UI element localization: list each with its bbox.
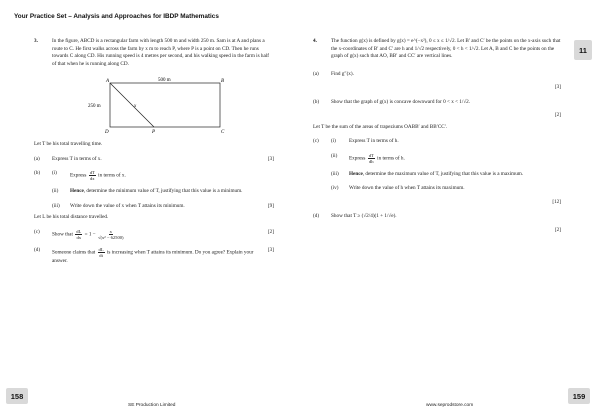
marks-d: [2] (554, 227, 561, 233)
footer-website: www.seprodstore.com (426, 403, 474, 408)
marks-a: [3] (267, 155, 274, 162)
let-L-statement: Let L be his total distance travelled. (34, 214, 109, 221)
label-C: C (221, 130, 225, 136)
marks-b: [2] (554, 112, 561, 119)
marks-a: [3] (554, 84, 561, 91)
part-d: (d) Show that T ≥ (√2/4)(1 + 1/√e). (313, 213, 397, 220)
marks-c: [2] (267, 228, 274, 235)
question-3 (34, 38, 274, 266)
part-d: (d) Someone claims that $\frac{dL}{dt}$ is increasing when T attains its minimum. Do you agree? Explain your answer. [3] (34, 246, 274, 265)
part-c-i: (c) (i) Express T in terms of h. (313, 138, 399, 145)
page-number-left: 158 (6, 388, 28, 404)
footer-publisher: SE Production Limited (128, 403, 176, 408)
part-b-ii: (ii) Hence, determine the minimum value of T, justifying that this value is a minimum. (52, 188, 243, 195)
marks-b: [9] (267, 202, 274, 209)
label-B: B (221, 79, 225, 85)
part-b-i: (b) (i) Express $\frac{dT}{dx}$ in terms of x. (34, 170, 126, 182)
marks-d: [3] (267, 246, 274, 253)
label-D: D (105, 130, 109, 136)
label-width: 250 m (88, 104, 101, 110)
label-P: P (152, 130, 156, 136)
question-intro: In the figure, ABCD is a rectangular farm with length 500 m and width 250 m. Sam is at A and plans a route to C. He first walks across the farm by x m to reach P, where P is a point on CD. Then he runs towards C along CD. His running speed is 4 metres per second, and his walking speed in the farm is half of that when he is running along CD. (52, 38, 269, 67)
part-c-ii: (ii) Express $\frac{dT}{dh}$ in terms of h. (331, 152, 405, 164)
page-number-right: 159 (568, 388, 590, 404)
question-4 (313, 38, 561, 235)
farm-diagram (88, 77, 228, 135)
let-T-statement: Let T be the sum of the areas of trapeziums OABB′ and BB′CC′. (313, 123, 448, 130)
let-T-statement: Let T be his total travelling time. (34, 141, 103, 148)
part-c-iii: (iii) Hence, determine the maximum value of T, justifying that this value is a maximum. (331, 170, 524, 177)
part-a: (a) Express T in terms of x. [3] (34, 155, 274, 162)
question-number: 4. (313, 38, 317, 44)
part-c: (c) Show that $\frac{dL}{dx}$ = 1 − $\frac{x}{\text{√(x² − 62500)}}$ [2] (34, 228, 274, 240)
label-x: x (134, 104, 137, 110)
question-intro: The function g(x) is defined by g(x) = e^(−x²), 0 ≤ x ≤ 1/√2. Let B′ and C′ be the points on the x-axis such that the x-coordinates of B′ and C′ are h and 1/√2 respectively, 0 < h < 1/√2. Let A, B and C be the points on the graph of g(x) such that AO, BB′ and CC′ are vertical lines. (331, 38, 561, 60)
part-a: (a) Find g″(x). (313, 70, 354, 77)
marks-c: [12] (552, 198, 561, 205)
question-number: 3. (34, 38, 38, 44)
chapter-tab: 11 (574, 40, 592, 60)
page-header: Your Practice Set – Analysis and Approaches for IBDP Mathematics (14, 13, 219, 20)
part-b-iii: (iii) Write down the value of x when T attains its minimum. [9] (52, 202, 274, 209)
part-b: (b) Show that the graph of g(x) is concave downward for 0 < x < 1/√2. (313, 98, 471, 105)
label-A: A (106, 79, 110, 85)
label-length: 500 m (158, 78, 171, 84)
part-c-iv: (iv) Write down the value of h when T attains its maximum. (331, 185, 465, 192)
